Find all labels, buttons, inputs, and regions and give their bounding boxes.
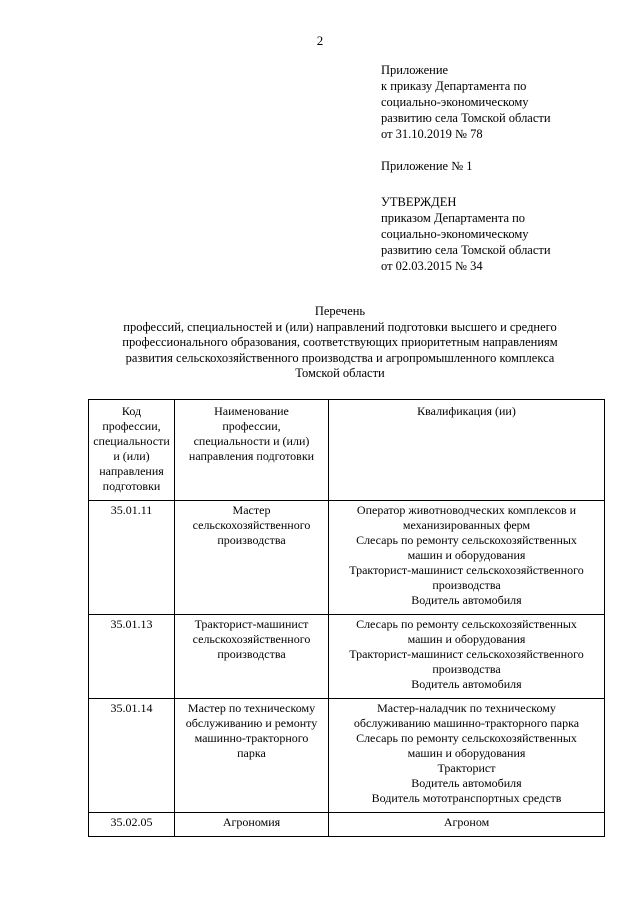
qualification-line: Водитель мототранспортных средств — [371, 791, 562, 805]
header-line: специальности — [93, 434, 170, 448]
table-row — [89, 699, 605, 813]
name-cell — [175, 615, 329, 699]
header-line: подготовки — [102, 479, 161, 493]
qualification-line: машин и оборудования — [407, 548, 526, 562]
name-line: Тракторист-машинист — [194, 617, 309, 631]
qualification-cell — [329, 813, 605, 837]
header-name — [175, 400, 329, 501]
qualification-line: Мастер-наладчик по техническому — [377, 701, 556, 715]
qualification-line: Тракторист-машинист сельскохозяйственного — [349, 563, 584, 577]
name-line: Агрономия — [222, 815, 281, 829]
header-line: направления подготовки — [188, 449, 315, 463]
header-line: Код — [121, 404, 142, 418]
appendix-line: Приложение — [381, 63, 449, 77]
appendix-line: социально-экономическому — [381, 95, 529, 109]
appendix-line: к приказу Департамента по — [381, 79, 527, 93]
code-cell: 35.01.11 — [89, 501, 175, 615]
title-line: развития сельскохозяйственного производства и агропромышленного комплекса — [125, 350, 555, 365]
name-line: машинно-тракторного — [194, 731, 309, 745]
title-line: профессионального образования, соответствующих приоритетным направлениям — [122, 335, 558, 349]
title-line: профессий, специальностей и (или) направлений подготовки высшего и среднего — [123, 319, 557, 334]
header-line: специальности и (или) — [193, 434, 310, 448]
header-line: профессии, — [222, 419, 281, 433]
qualification-line: машин и оборудования — [407, 746, 526, 760]
qualification-cell — [329, 501, 605, 615]
appendix-line: от 31.10.2019 № 78 — [381, 127, 483, 141]
name-cell — [175, 813, 329, 837]
appendix-number — [381, 158, 621, 174]
qualification-line: Водитель автомобиля — [411, 677, 522, 691]
header-code — [89, 400, 175, 501]
header-line: Наименование — [214, 404, 289, 418]
qualification-line: производства — [432, 578, 501, 592]
header-line: направления — [99, 464, 164, 478]
qualification-cell — [329, 699, 605, 813]
appendix-number-text: Приложение № 1 — [381, 159, 473, 173]
approved-line: приказом Департамента по — [381, 211, 526, 225]
name-line: Мастер по техническому — [187, 701, 316, 715]
table-row — [89, 615, 605, 699]
header-line: Квалификация (ии) — [417, 404, 516, 418]
qualification-line: Тракторист — [437, 761, 496, 775]
title-line: Перечень — [314, 304, 366, 318]
page-number: 2 — [316, 33, 324, 48]
code-cell: 35.02.05 — [89, 813, 175, 837]
table-row — [89, 501, 605, 615]
qualification-line: Водитель автомобиля — [411, 776, 522, 790]
name-line: Мастер — [232, 503, 271, 517]
qualification-line: Оператор животноводческих комплексов и — [356, 503, 577, 517]
name-line: обслуживанию и ремонту — [185, 716, 318, 730]
header-qualification — [329, 400, 605, 501]
name-line: парка — [237, 746, 266, 760]
document-title — [60, 304, 620, 382]
qualification-line: Слесарь по ремонту сельскохозяйственных — [356, 533, 577, 547]
table-header-row — [89, 400, 605, 501]
code-cell: 35.01.13 — [89, 615, 175, 699]
appendix-header — [381, 62, 621, 142]
qualification-cell — [329, 615, 605, 699]
qualification-line: машин и оборудования — [407, 632, 526, 646]
header-line: профессии, — [102, 419, 161, 433]
header-line: и (или) — [113, 449, 150, 463]
name-cell — [175, 501, 329, 615]
approved-line: УТВЕРЖДЕН — [381, 195, 457, 209]
approved-header — [381, 194, 621, 274]
qualification-line: Слесарь по ремонту сельскохозяйственных — [356, 617, 577, 631]
approved-line: социально-экономическому — [381, 227, 529, 241]
qualification-line: Водитель автомобиля — [411, 593, 522, 607]
qualification-line: обслуживанию машинно-тракторного парка — [353, 716, 580, 730]
table-row — [89, 813, 605, 837]
professions-table — [88, 399, 605, 837]
qualification-line: Агроном — [443, 815, 490, 829]
approved-line: от 02.03.2015 № 34 — [381, 259, 483, 273]
name-line: сельскохозяйственного — [192, 632, 311, 646]
name-line: производства — [217, 647, 286, 661]
qualification-line: Тракторист-машинист сельскохозяйственного — [349, 647, 584, 661]
appendix-line: развитию села Томской области — [381, 111, 551, 125]
qualification-line: механизированных ферм — [402, 518, 531, 532]
name-line: сельскохозяйственного — [192, 518, 311, 532]
approved-line: развитию села Томской области — [381, 243, 551, 257]
name-line: производства — [217, 533, 286, 547]
qualification-line: Слесарь по ремонту сельскохозяйственных — [356, 731, 577, 745]
name-cell — [175, 699, 329, 813]
qualification-line: производства — [432, 662, 501, 676]
code-cell: 35.01.14 — [89, 699, 175, 813]
title-line: Томской области — [295, 366, 385, 380]
